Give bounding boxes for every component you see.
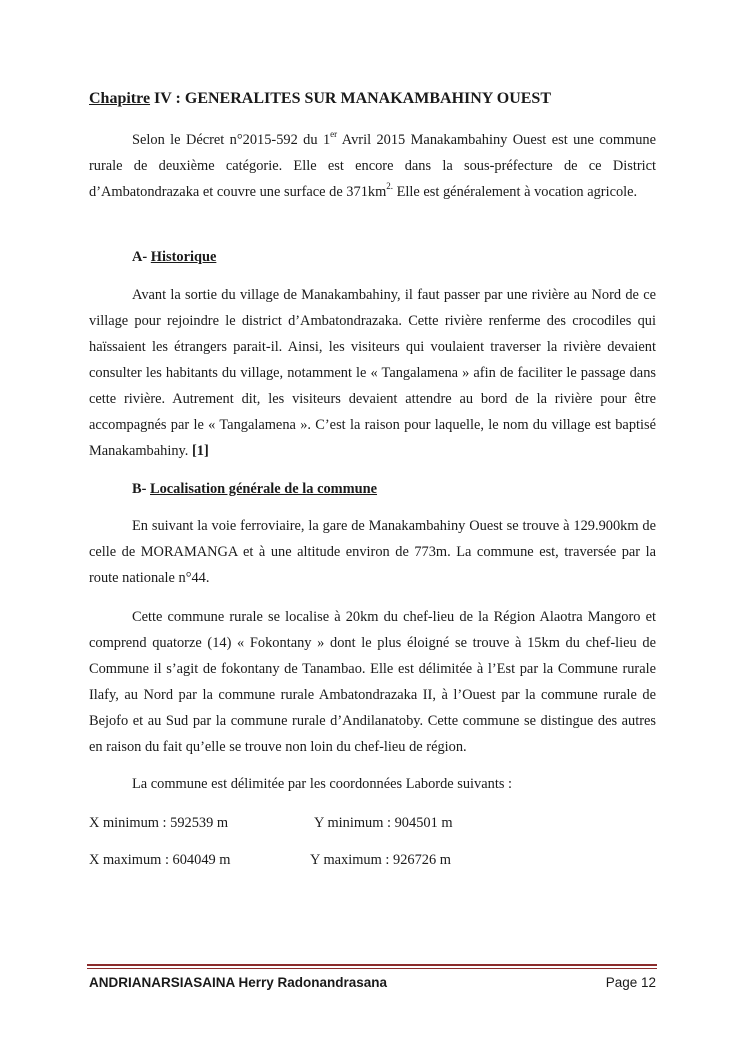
- section-b-title: Localisation générale de la commune: [150, 481, 378, 497]
- chapter-label: Chapitre: [89, 90, 151, 107]
- intro-paragraph: [89, 127, 656, 205]
- section-a-heading: [132, 247, 216, 267]
- section-b-paragraph-1: En suivant la voie ferroviaire, la gare de Manakambahiny Ouest se trouve à 129.900km de celle de MORAMANGA et à une altitude environ de 773m. La commune est, traversée par la route nationale n°44.: [89, 518, 656, 586]
- section-b-prefix: B-: [132, 481, 150, 497]
- section-b-heading: [132, 479, 377, 499]
- chapter-title: [89, 88, 669, 110]
- intro-text-3: Elle est généralement à vocation agricole.: [393, 184, 638, 200]
- section-b-paragraph-3: La commune est délimitée par les coordonnées Laborde suivants :: [132, 776, 513, 792]
- intro-text-2: Avril 2015 Manakambahiny Ouest est une commune rurale de deuxième catégorie. Elle est encore dans la sous-préfecture de ce District d’Ambatondrazaka et couvre une surface de 371km: [89, 132, 656, 200]
- section-a-prefix: A-: [132, 249, 151, 265]
- y-minimum: Y minimum : 904501 m: [314, 815, 453, 831]
- section-a-text: Avant la sortie du village de Manakambahiny, il faut passer par une rivière au Nord de ce village pour rejoindre le district d’Ambatondrazaka. Cette rivière renferme des crocodiles qui haïssaient les étrangers parait-il. Ainsi, les visiteurs qui voulaient traverser la rivière devaient consulter les habitants du village, notamment le « Tangalamena » afin de faciliter le passage dans cette rivière. Autrement dit, les visiteurs devaient attendre au bord de la rivière pour être accompagnés par le « Tangalamena ». C’est la raison pour laquelle, le nom du village est baptisé Manakambahiny.: [89, 287, 656, 459]
- footer-rule-thick: [87, 964, 657, 966]
- x-minimum: X minimum : 592539 m: [89, 815, 229, 831]
- citation-reference: [1]: [191, 443, 209, 459]
- section-a-paragraph: [89, 282, 656, 464]
- footer-author: ANDRIANARSIASAINA Herry Radonandrasana: [89, 975, 388, 990]
- x-maximum: X maximum : 604049 m: [89, 852, 231, 868]
- section-a-title: Historique: [150, 249, 217, 265]
- intro-superscript: er: [330, 129, 338, 140]
- chapter-title-text: IV : GENERALITES SUR MANAKAMBAHINY OUEST: [150, 90, 551, 107]
- intro-superscript-2: 2.: [386, 181, 394, 192]
- footer-rule-thin: [87, 968, 657, 969]
- section-b-paragraph-2: Cette commune rurale se localise à 20km du chef-lieu de la Région Alaotra Mangoro et comprend quatorze (14) « Fokontany » dont le plus éloigné se trouve à 15km du chef-lieu de Commune il s’agit de fokontany de Tanambao. Elle est délimitée à l’Est par la Commune rurale Ilafy, au Nord par la commune rurale Ambatondrazaka II, à l’Ouest par la commune rurale de Bejofo et au Sud par la commune rurale d’Andilanatoby. Cette commune se distingue des autres en raison du fait qu’elle se trouve non loin du chef-lieu de région.: [89, 609, 656, 755]
- intro-text-1: Selon le Décret n°2015-592 du 1: [132, 132, 331, 148]
- y-maximum: Y maximum : 926726 m: [310, 852, 451, 868]
- page-number: Page 12: [605, 975, 656, 990]
